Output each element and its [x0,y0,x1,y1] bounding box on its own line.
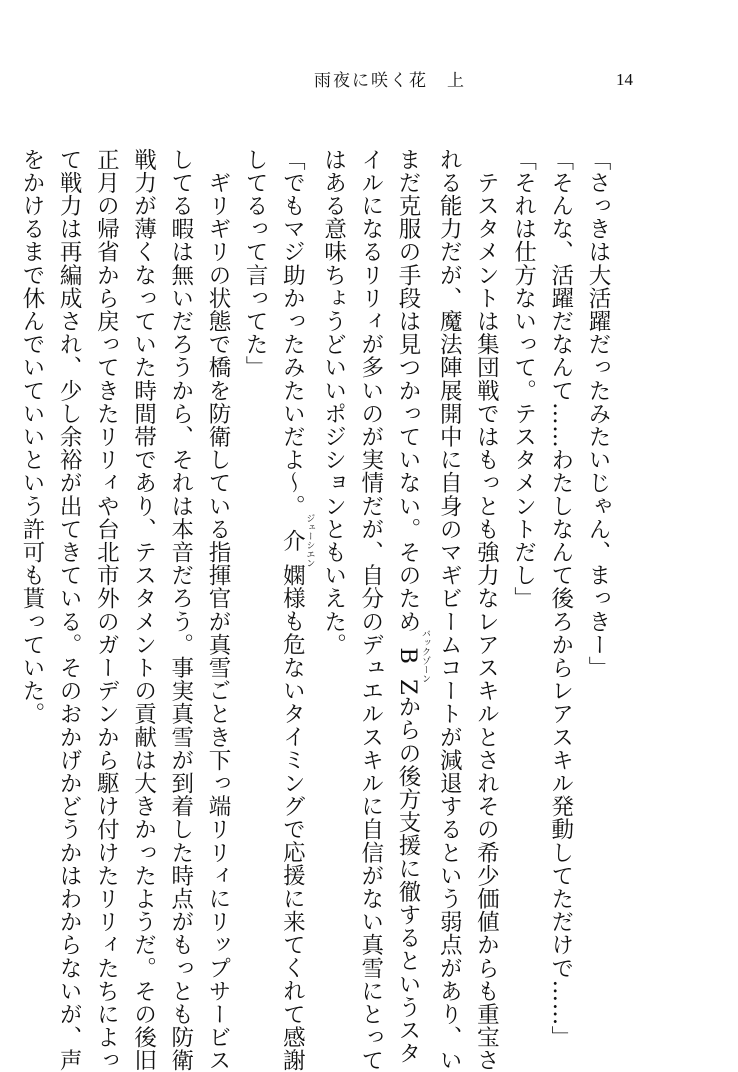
text-line: してる暇は無いだろうから、それは本音だろう。事実真雪が到着した時点がもっとも防衛 [167,148,194,1072]
text-line: ギリギリの状態で橋を防衛している指揮官が真雪ごとき下っ端リリィにリップサービス [204,148,231,1072]
text-line: をかけるまで休んでいていいという許可も貰っていた。 [18,148,45,726]
text-line: 「それは仕方ないって。テスタメントだし」 [510,148,537,610]
text-line: 戦力が薄くなっていた時間帯であり、テスタメントの貢献は大きかったようだ。その後旧 [130,148,157,1072]
ruby-base: B [394,629,421,684]
text-line: 「そんな、活躍だなんて……わたしなんて後ろからレアスキル発動してただけで……」 [547,148,574,1049]
text-segment: まだ克服の手段は見つかっていない。そのため [394,148,421,634]
text-segment: 嫻様も危ないタイミングで応援に来てくれて感謝 [279,563,306,1072]
text-line: してるって言ってた」 [242,148,269,379]
page-number: 14 [616,70,633,89]
text-line: はある意味ちょうどいいポジションともいえた。 [320,148,347,657]
text-line: れる能力だが、魔法陣展開中に自身のマギビームコートが減退するという弱点があり、い [436,148,463,1072]
text-line [273,148,315,1072]
text-segment: 「でもマジ助かったみたいだよ〜。 [279,148,306,518]
ruby-annotation [279,513,315,568]
text-line [389,148,430,1065]
ruby-reading: ジェーシエン [304,513,315,568]
text-segment: Zからの後方支援に徹するというスタ [394,679,421,1065]
text-line: 正月の帰省から戻ってきたリリィや台北市外のガーデンから駆け付けたリリィたちによっ [93,148,120,1072]
vertical-body-text [13,148,616,1072]
text-line: テスタメントは集団戦ではもっとも強力なレアスキルとされその希少価値からも重宝さ [473,148,500,1072]
text-line: 「さっきは大活躍だったみたいじゃん、まっきー」 [585,148,611,680]
ruby-base: 介 [279,513,306,568]
ruby-annotation [394,629,430,684]
running-header-title: 雨夜に咲く花 上 [314,71,466,91]
text-line: て戦力は再編成され、少し余裕が出てきている。そのおかげかどうかはわからないが、声 [56,148,83,1072]
text-line: イルになるリリィが多いのが実情だが、自分のデュエルスキルに自信がない真雪にとって [357,148,384,1072]
ruby-reading: バックゾーン [419,629,430,684]
